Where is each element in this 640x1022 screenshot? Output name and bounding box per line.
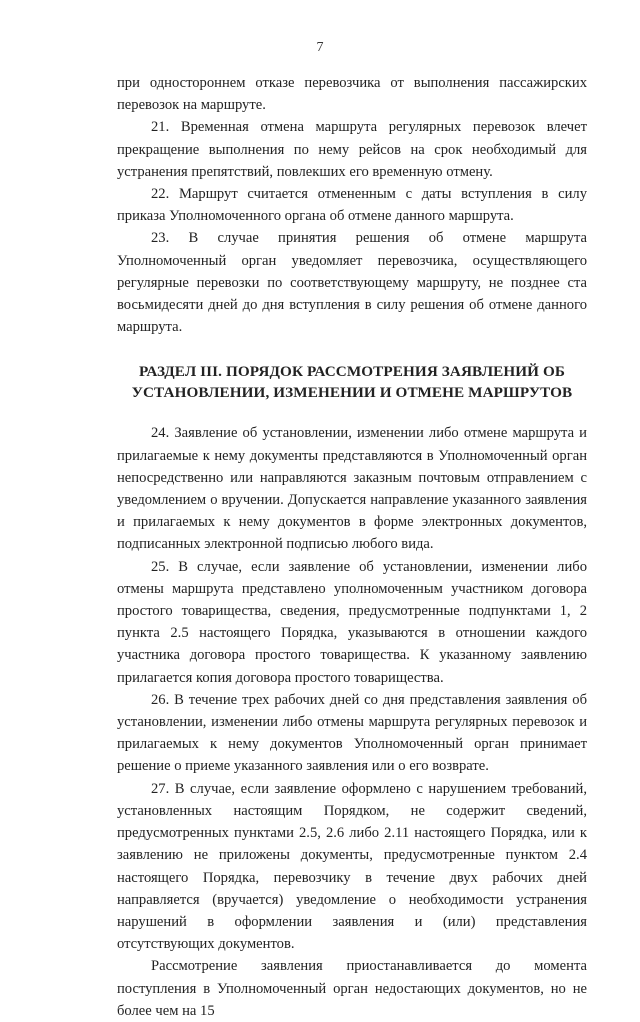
paragraph-23: 23. В случае принятия решения об отмене маршрута Уполномоченный орган уведомляет перевозчика, осуществляющего регулярные перевозки по соответствующему маршруту, не позднее ста восьмидесяти дней до дня вступления в силу решения об отмене данного маршрута. <box>117 230 587 336</box>
paragraph-26: 26. В течение трех рабочих дней со дня представления заявления об установлении, изменении либо отмены маршрута регулярных перевозок и прилагаемых к нему документов Уполномоченный орган принимает решение о приеме указанного заявления или о его возврате. <box>117 691 587 775</box>
paragraph-24: 24. Заявление об установлении, изменении либо отмене маршрута и прилагаемые к нему документы представляются в Уполномоченный орган непосредственно или направляются заказным почтовым отправлением с уведомлением о вручении. Допускается направление указанного заявления и прилагаемых к нему документов в форме электронных документов, подписанных электронной подписью любого вида. <box>117 425 587 553</box>
page-number: 7 <box>316 40 324 55</box>
section-heading: РАЗДЕЛ III. ПОРЯДОК РАССМОТРЕНИЯ ЗАЯВЛЕНИЙ ОБ УСТАНОВЛЕНИИ, ИЗМЕНЕНИИ И ОТМЕНЕ МАРШРУТОВ <box>131 363 573 402</box>
paragraph-21: 21. Временная отмена маршрута регулярных перевозок влечет прекращение выполнения по нему рейсов на срок необходимый для устранения препятствий, повлекших его временную отмену. <box>117 119 587 180</box>
paragraph-27: 27. В случае, если заявление оформлено с нарушением требований, установленных настоящим Порядком, не содержит сведений, предусмотренных пунктами 2.5, 2.6 либо 2.11 настоящего Порядка, или к заявлению не приложены документы, предусмотренные пунктом 2.4 настоящего Порядка, перевозчику в течение двух рабочих дней направляется (вручается) уведомление о необходимости устранения нарушений в оформлении заявления и (или) представления отсутствующих документов. <box>117 780 587 953</box>
document-body <box>117 72 587 1022</box>
paragraph-continuation: при одностороннем отказе перевозчика от выполнения пассажирских перевозок на маршруте. <box>117 75 587 114</box>
paragraph-suspension: Рассмотрение заявления приостанавливается до момента поступления в Уполномоченный орган недостающих документов, но не более чем на 15 <box>117 958 587 1019</box>
paragraph-25: 25. В случае, если заявление об установлении, изменении либо отмены маршрута представлено уполномоченным участником договора простого товарищества, сведения, предусмотренные подпунктами 1, 2 пункта 2.5 настоящего Порядка, указываются в отношении каждого участника договора простого товарищества. К указанному заявлению прилагается копия договора простого товарищества. <box>117 558 587 686</box>
paragraph-22: 22. Маршрут считается отмененным с даты вступления в силу приказа Уполномоченного органа об отмене данного маршрута. <box>117 186 587 225</box>
